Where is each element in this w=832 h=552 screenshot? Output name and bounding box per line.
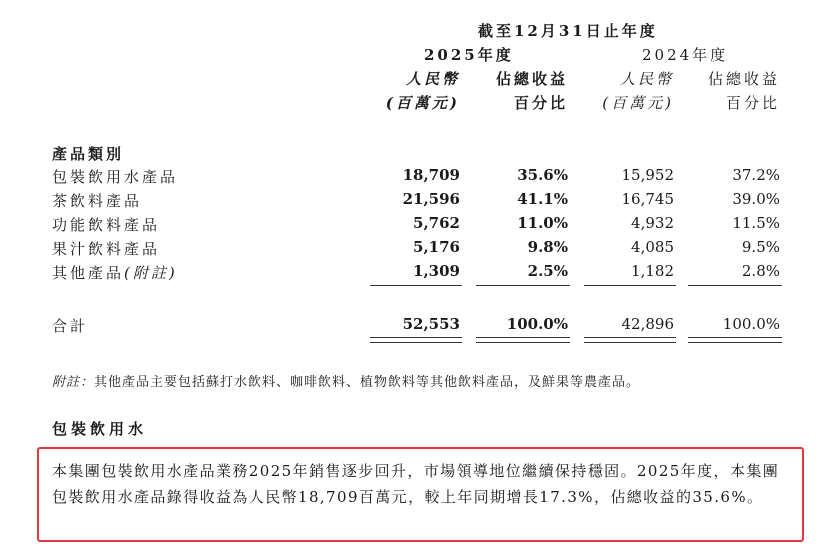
row-rmb-2025: 21,596 <box>402 190 460 208</box>
row-pct-2024: 39.0% <box>732 190 780 208</box>
row-pct-2024: 37.2% <box>732 166 780 184</box>
total-double-rule <box>688 337 782 343</box>
row-pct-2025: 2.5% <box>527 262 568 280</box>
row-rmb-2025: 5,762 <box>413 214 460 232</box>
row-name: 包裝飲用水產品 <box>52 168 179 186</box>
row-name-text: 其他產品 <box>52 264 125 282</box>
row-rmb-2024: 15,952 <box>621 166 674 184</box>
row-name <box>52 262 178 283</box>
col-pct-unit-2024: 百分比 <box>725 94 780 112</box>
row-rmb-2024: 1,182 <box>631 262 674 280</box>
section-title: 包裝飲用水 <box>52 420 148 438</box>
section-paragraph: 本集團包裝飲用水產品業務2025年銷售逐步回升，市場領導地位繼續保持穩固。2025年度，本集團包裝飲用水產品錄得收益為人民幣18,709百萬元，較上年同期增長17.3%，佔總收益的35.6%。 <box>52 462 780 506</box>
row-pct-2025: 9.8% <box>527 238 568 256</box>
row-rmb-2025: 1,309 <box>413 262 460 280</box>
total-pct-2025: 100.0% <box>506 315 568 333</box>
row-name: 茶飲料產品 <box>52 192 143 210</box>
year-prior-heading: 2024年度 <box>642 46 729 64</box>
year-current-heading: 2025年度 <box>424 46 514 64</box>
row-rmb-2024: 16,745 <box>621 190 674 208</box>
row-pct-2025: 35.6% <box>517 166 568 184</box>
footnote-label: 附註： <box>52 375 95 390</box>
row-pct-2024: 11.5% <box>732 214 780 232</box>
col-pct-2025: 佔總收益 <box>495 70 568 88</box>
total-double-rule <box>584 337 676 343</box>
row-name-note: (附註) <box>124 264 178 282</box>
row-rmb-2025: 5,176 <box>413 238 460 256</box>
total-rmb-2024: 42,896 <box>621 315 674 333</box>
total-double-rule <box>476 337 570 343</box>
subtotal-rule <box>476 285 570 286</box>
row-pct-2025: 41.1% <box>517 190 568 208</box>
col-rmb-unit-2024: (百萬元) <box>602 94 674 112</box>
total-label: 合計 <box>52 317 89 335</box>
subtotal-rule <box>688 285 782 286</box>
col-rmb-2024: 人民幣 <box>619 70 674 88</box>
period-heading: 截至12月31日止年度 <box>478 22 658 40</box>
row-rmb-2024: 4,932 <box>631 214 674 232</box>
row-rmb-2025: 18,709 <box>402 166 460 184</box>
col-pct-2024: 佔總收益 <box>707 70 780 88</box>
total-pct-2024: 100.0% <box>722 315 780 333</box>
subtotal-rule <box>370 285 462 286</box>
row-pct-2024: 9.5% <box>741 238 780 256</box>
col-pct-unit-2025: 百分比 <box>513 94 568 112</box>
col-rmb-unit-2025: (百萬元) <box>385 94 460 112</box>
total-rmb-2025: 52,553 <box>402 315 460 333</box>
category-heading: 產品類別 <box>52 145 125 163</box>
row-pct-2024: 2.8% <box>741 262 780 280</box>
row-rmb-2024: 4,085 <box>631 238 674 256</box>
subtotal-rule <box>584 285 676 286</box>
total-double-rule <box>370 337 462 343</box>
col-rmb-2025: 人民幣 <box>405 70 460 88</box>
row-name: 果汁飲料產品 <box>52 240 161 258</box>
footnote-text: 其他產品主要包括蘇打水飲料、咖啡飲料、植物飲料等其他飲料產品，及鮮果等農產品。 <box>94 375 641 390</box>
row-name: 功能飲料產品 <box>52 216 161 234</box>
row-pct-2025: 11.0% <box>517 214 568 232</box>
footnote <box>52 371 640 390</box>
